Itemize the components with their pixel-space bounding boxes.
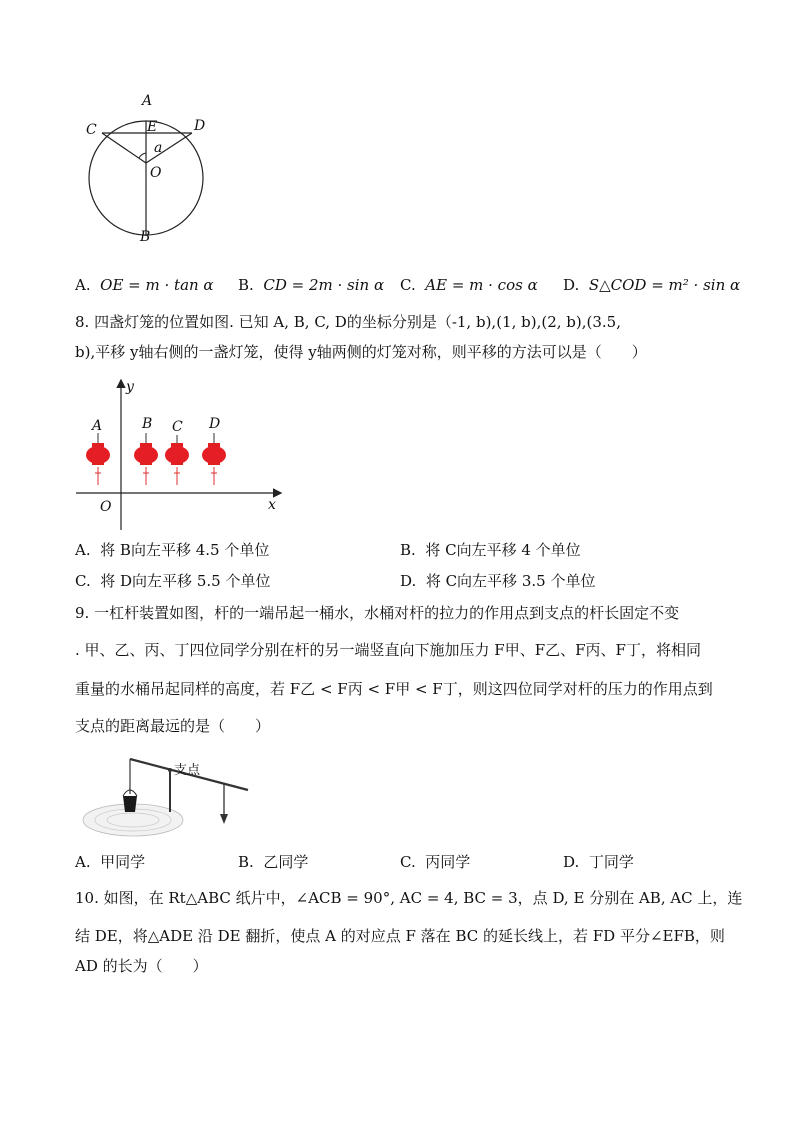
svg-text:A: A [92, 418, 103, 434]
origin-label: O [100, 499, 112, 515]
label-D: D [194, 118, 206, 134]
x-axis-label: x [268, 497, 276, 513]
q9-option-a[interactable]: A. 甲同学 [75, 853, 146, 871]
q7-option-d[interactable]: D. S△COD = m² · sin α [563, 276, 741, 294]
svg-text:D: D [209, 416, 221, 432]
lever-figure [78, 752, 253, 842]
q9-stem-line2: . 甲、乙、丙、丁四位同学分别在杆的另一端竖直向下施加压力 F甲、F乙、F丙、F丁，将相同 [75, 641, 701, 659]
q7-option-c[interactable]: C. AE = m · cos α [400, 276, 538, 294]
q9-stem-line3: 重量的水桶吊起同样的高度，若 F乙 < F丙 < F甲 < F丁，则这四位同学对杆的压力的作用点到 [75, 680, 713, 698]
segment-OC [102, 133, 146, 163]
q7-option-b[interactable]: B. CD = 2m · sin α [238, 276, 385, 294]
circle-figure [78, 90, 218, 250]
q8-option-b[interactable]: B. 将 C向左平移 4 个单位 [400, 541, 581, 559]
angle-arc [139, 153, 146, 158]
label-a: a [154, 140, 163, 156]
svg-text:C: C [172, 419, 183, 435]
q9-option-b[interactable]: B. 乙同学 [238, 853, 309, 871]
q8-option-c[interactable]: C. 将 D向左平移 5.5 个单位 [75, 572, 271, 590]
q8-stem-line2: b),平移 y轴右侧的一盏灯笼，使得 y轴两侧的灯笼对称，则平移的方法可以是（ ） [75, 343, 647, 361]
label-O: O [150, 165, 162, 181]
q9-option-d[interactable]: D. 丁同学 [563, 853, 634, 871]
label-A: A [142, 93, 153, 109]
q9-stem-line4: 支点的距离最远的是（ ） [75, 717, 271, 735]
bucket [123, 796, 137, 812]
lantern-figure [70, 375, 290, 535]
lantern-c [165, 419, 189, 485]
label-E: E [147, 119, 158, 135]
label-C: C [86, 122, 97, 138]
q8-option-d[interactable]: D. 将 C向左平移 3.5 个单位 [400, 572, 596, 590]
lantern-d [202, 416, 226, 485]
lantern-a [86, 418, 110, 485]
label-B: B [140, 229, 151, 245]
y-axis-label: y [126, 379, 134, 395]
lantern-b [134, 416, 158, 485]
q8-stem-line1: 8. 四盏灯笼的位置如图. 已知 A, B, C, D的坐标分别是（-1, b),(1, b),(2, b),(3.5, [75, 313, 621, 331]
q9-option-c[interactable]: C. 丙同学 [400, 853, 471, 871]
pivot-label: 支点 [174, 763, 201, 778]
q9-stem-line1: 9. 一杠杆装置如图，杆的一端吊起一桶水，水桶对杆的拉力的作用点到支点的杆长固定不变 [75, 604, 680, 622]
q7-option-a[interactable]: A. OE = m · tan α [75, 276, 214, 294]
segment-OD [146, 133, 192, 163]
q8-option-a[interactable]: A. 将 B向左平移 4.5 个单位 [75, 541, 270, 559]
q10-stem-line3: AD 的长为（ ） [75, 957, 208, 975]
svg-text:B: B [142, 416, 153, 432]
q10-stem-line1: 10. 如图，在 Rt△ABC 纸片中，∠ACB = 90°, AC = 4, BC = 3，点 D, E 分别在 AB, AC 上，连 [75, 889, 743, 907]
q10-stem-line2: 结 DE，将△ADE 沿 DE 翻折，使点 A 的对应点 F 落在 BC 的延长线上，若 FD 平分∠EFB，则 [75, 927, 725, 945]
